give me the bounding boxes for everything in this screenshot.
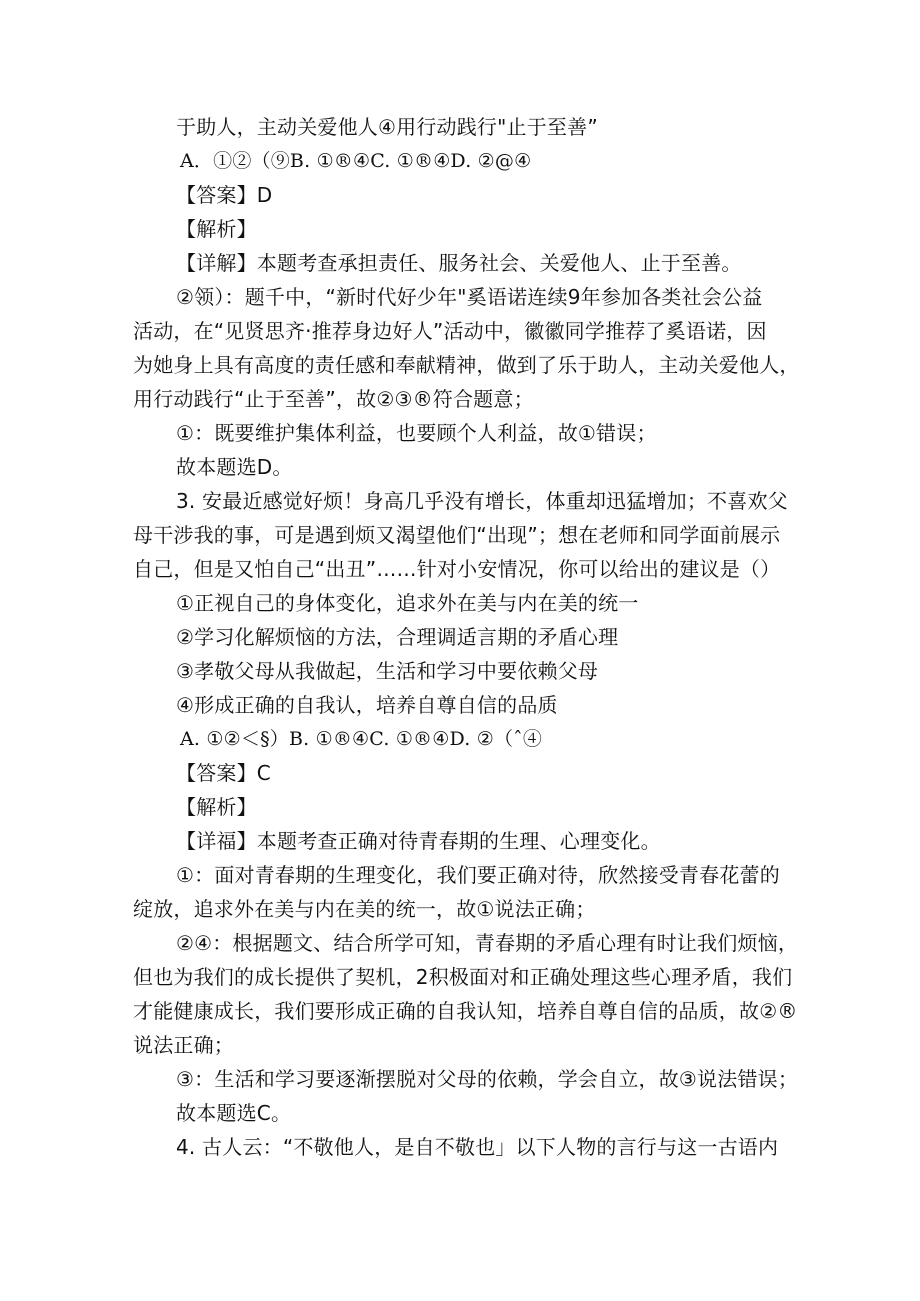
text-line-6: ②领）：题千中，“新时代好少年"奚语诺连续9年参加各类社会公益 <box>176 285 763 309</box>
text-line-8: 为她身上具有高度的责任感和奉献精神，做到了乐于助人，主动关爱他人， <box>133 353 800 377</box>
detail-line-q2: 【详解】本题考查承担责任、服务社会、关爱他人、止于至善。 <box>176 251 742 275</box>
text-line-24: 绽放，追求外在美与内在美的统一，故①说法正确； <box>133 897 596 921</box>
text-line-7: 活动，在“见贤思齐·推荐身边好人”活动中，徽徽同学推荐了奚语诺，因 <box>133 319 767 343</box>
conclusion-q3: 故本题选C。 <box>176 1101 292 1125</box>
answer-label-q3: 【答案】C <box>176 761 271 785</box>
text-line-10: ①：既要维护集体利益，也要顾个人利益，故①错误； <box>176 421 657 445</box>
answer-label-q2: 【答案】D <box>176 183 273 207</box>
text-line-1: 于助人，主动关爱他人④用行动践行"止于至善” <box>176 115 598 139</box>
statement-3: ③孝敬父母从我做起，生活和学习中要依赖父母 <box>176 659 599 683</box>
statement-1: ①正视自己的身体变化，追求外在美与内在美的统一 <box>176 591 639 615</box>
text-line-27: 才能健康成长，我们要形成正确的自我认知，培养自尊自信的品质，故②® <box>133 999 798 1023</box>
question-3-line-2: 母干涉我的事，可是遇到烦又渴望他们“出现”；想在老师和同学面前展示 <box>133 523 781 547</box>
question-4-line-1: 4. 古人云：“不敬他人，是自不敬也」以下人物的言行与这一古语内 <box>176 1135 779 1159</box>
options-line-q3: A. ①②＜§）B. ①®④C. ①®④D. ②（ˆ④ <box>180 728 543 750</box>
conclusion-q2: 故本题选D。 <box>176 455 293 479</box>
analysis-label-q2: 【解析】 <box>176 217 257 241</box>
analysis-label-q3: 【解析】 <box>176 795 257 819</box>
text-line-26: 但也为我们的成长提供了契机，2积极面对和正确处理这些心理矛盾，我们 <box>133 965 793 989</box>
text-line-9: 用行动践行“止于至善”，故②③®符合题意； <box>133 387 534 411</box>
question-3-line-3: 自己，但是又怕自己“出丑”……针对小安情况，你可以给出的建议是（） <box>133 557 781 581</box>
statement-2: ②学习化解烦恼的方法，合理调适言期的矛盾心理 <box>176 625 619 649</box>
options-line-q2: A．①②（⑨B. ①®④C. ①®④D. ②@④ <box>180 150 532 172</box>
text-line-23: ①：面对青春期的生理变化，我们要正确对待，欣然接受青春花蕾的 <box>176 863 780 887</box>
text-line-25: ②④：根据题文、结合所学可知，青春期的矛盾心理有时让我们烦恼， <box>176 931 799 955</box>
text-line-29: ③：生活和学习要逐渐摆脱对父母的依赖，学会自立，故③说法错误； <box>176 1067 799 1091</box>
detail-line-q3: 【详福】本题考查正确对待青春期的生理、心理变化。 <box>176 829 661 853</box>
text-line-28: 说法正确； <box>133 1033 234 1057</box>
question-3-line-1: 3. 安最近感觉好烦！身高几乎没有增长，体重却迅猛增加；不喜欢父 <box>176 489 788 513</box>
statement-4: ④形成正确的自我认，培养自尊自信的品质 <box>176 693 558 717</box>
